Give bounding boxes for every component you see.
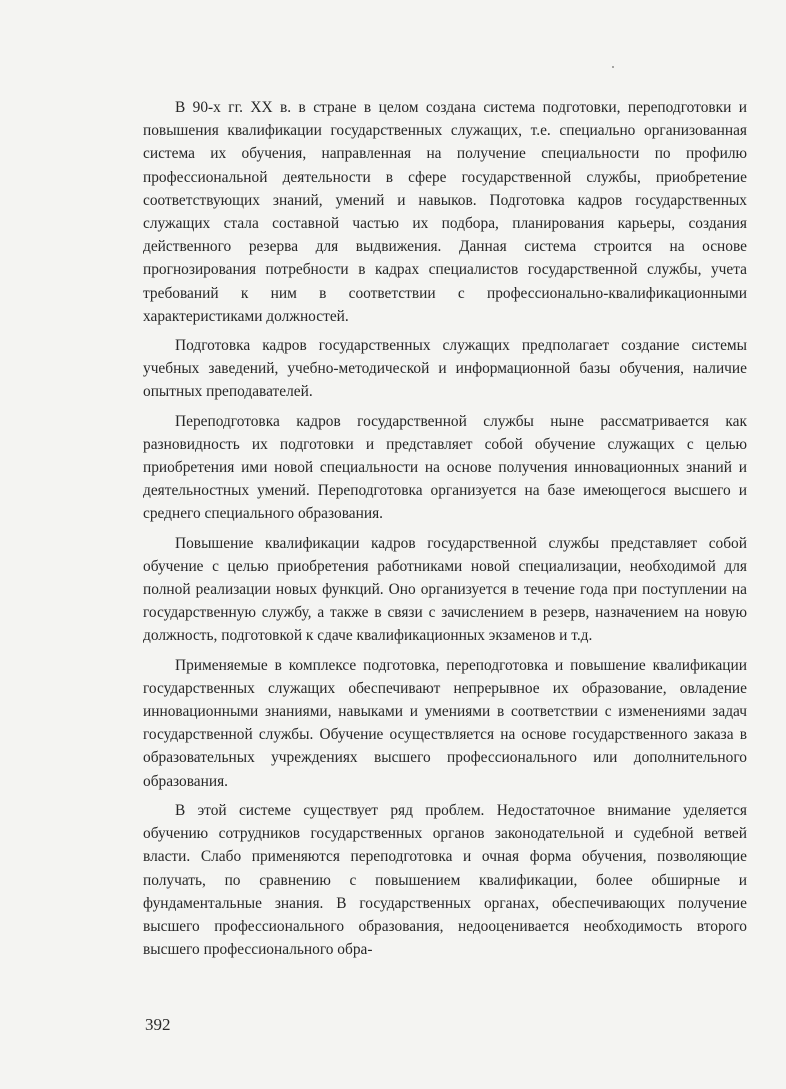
paragraph-training: Подготовка кадров государственных служащих предполагает создание системы учебных заведений, учебно-методической и информационной базы обучения, наличие опытных преподавателей. bbox=[143, 337, 747, 401]
paragraph-training-system: В 90-х гг. XX в. в стране в целом создана система подготовки, переподготовки и повышения квалификации государственных служащих, т.е. специально организованная система их обучения, направленная на получение специальности по профилю профессиональной деятельности в сфере государственной службы, приобретение соответствующих знаний, умений и навыков. Подготовка кадров государственных служащих стала составной частью их подбора, планирования карьеры, создания действенного резерва для выдвижения. Данная система строится на основе прогнозирования потребности в кадрах специалистов государственной службы, учета требований к ним в соответствии с профессионально-квалификационными характеристиками должностей. bbox=[143, 99, 747, 325]
paragraph-qualification: Повышение квалификации кадров государственной службы представляет собой обучение с целью приобретения работниками новой специализации, необходимой для полной реализации новых функций. Оно организуется в течение года при поступлении на государственную службу, а также в связи с зачислением в резерв, назначением на новую должность, подготовкой к сдаче квалификационных экзаменов и т.д. bbox=[143, 534, 747, 645]
page-number: 392 bbox=[145, 1015, 171, 1034]
scan-speck bbox=[612, 66, 614, 68]
paragraph-retraining: Переподготовка кадров государственной службы ныне рассматривается как разновидность их подготовки и представляет собой обучение служащих с целью приобретения ими новой специальности на основе получения инновационных знаний и деятельностных умений. Переподготовка организуется на базе имеющегося высшего и среднего специального образования. bbox=[143, 412, 747, 523]
paragraph-problems: В этой системе существует ряд проблем. Недостаточное внимание уделяется обучению сотрудников государственных органов законодательной и судебной ветвей власти. Слабо применяются переподготовка и очная форма обучения, позволяющие получать, по сравнению с повышением квалификации, более обширные и фундаментальные знания. В государственных органах, обеспечивающих получение высшего профессионального образования, недооценивается необходимость второго высшего профессионального обра- bbox=[143, 801, 747, 959]
body-text bbox=[143, 96, 747, 967]
paragraph-complex-education: Применяемые в комплексе подготовка, переподготовка и повышение квалификации государственных служащих обеспечивают непрерывное их образование, овладение инновационными знаниями, навыками и умениями в соответствии с изменениями задач государственной службы. Обучение осуществляется на основе государственного заказа в образовательных учреждениях высшего профессионального или дополнительного образования. bbox=[143, 656, 747, 790]
